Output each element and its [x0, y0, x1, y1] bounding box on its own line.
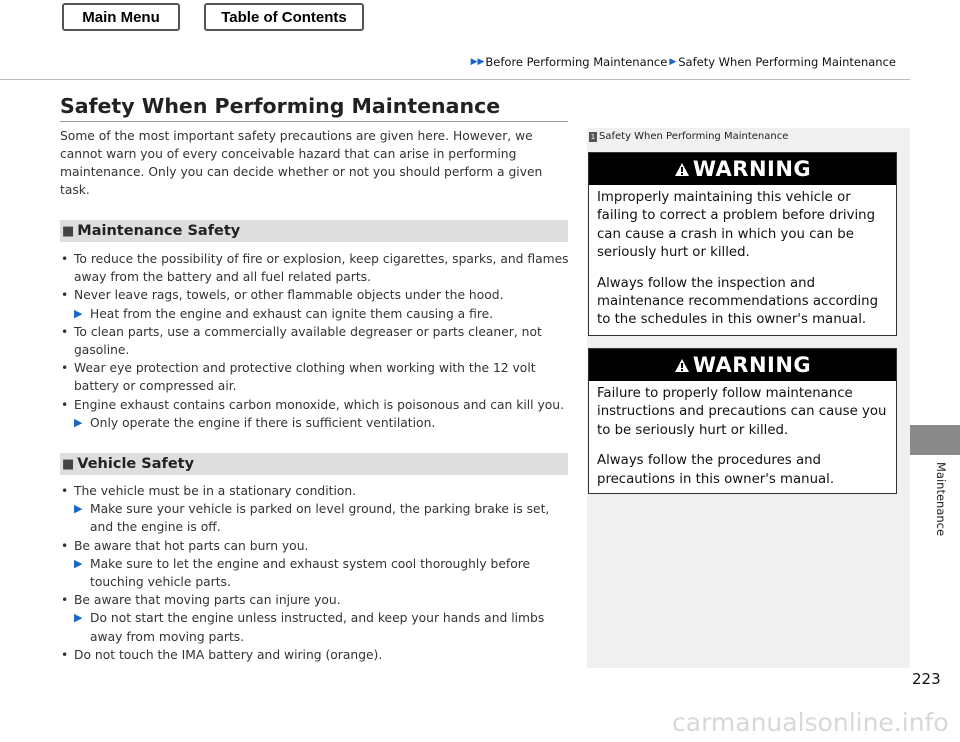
list-item: • Be aware that hot parts can burn you.: [60, 537, 570, 555]
list-subitem: [60, 414, 570, 432]
list-subitem-text: Make sure to let the engine and exhaust system cool thoroughly before touching vehicle parts.: [90, 556, 531, 590]
main-menu-button[interactable]: Main Menu: [62, 3, 180, 31]
sidebar-heading: [589, 131, 788, 142]
square-bullet-icon: ■: [62, 223, 75, 239]
list-item: • Never leave rags, towels, or other flammable objects under the hood.: [60, 286, 570, 304]
arrow-right-icon: ▶: [74, 502, 83, 516]
list-subitem: [60, 500, 570, 536]
breadcrumb-arrow-icon: ▶▶: [470, 57, 485, 67]
warning-header: [589, 153, 896, 185]
maintenance-safety-list: [60, 250, 570, 432]
section-side-label: Maintenance: [934, 462, 948, 537]
intro-paragraph: Some of the most important safety precautions are given here. However, we cannot warn you of every conceivable hazard that can arise in performing maintenance. Only you can decide whether or not you should perform a given task.: [60, 129, 543, 197]
list-item: • Be aware that moving parts can injure you.: [60, 591, 570, 609]
warning-text: Improperly maintaining this vehicle or failing to correct a problem before driving can cause a crash in which you can be seriously hurt or killed.: [597, 190, 876, 261]
list-subitem-text: Do not start the engine unless instructed, and keep your hands and limbs away from moving parts.: [90, 611, 545, 644]
list-item: • To clean parts, use a commercially available degreaser or parts cleaner, not gasoline.: [60, 323, 570, 359]
breadcrumb-arrow-icon: ▶: [669, 57, 677, 67]
list-item: • Engine exhaust contains carbon monoxide, which is poisonous and can kill you.: [60, 396, 570, 414]
warning-label: WARNING: [692, 353, 812, 377]
list-item: • Wear eye protection and protective clothing when working with the 12 volt battery or compressed air.: [60, 359, 570, 395]
arrow-right-icon: ▶: [74, 306, 83, 320]
warning-header: [589, 349, 896, 381]
arrow-right-icon: ▶: [74, 611, 83, 625]
list-subitem: [60, 555, 570, 591]
warning-triangle-icon: [674, 358, 690, 373]
section-tab-marker: [910, 425, 960, 455]
vehicle-safety-list: [60, 482, 570, 664]
breadcrumb-part2: Safety When Performing Maintenance: [678, 55, 896, 69]
warning-text: Failure to properly follow maintenance instructions and precautions can cause you to be seriously hurt or killed.: [597, 386, 887, 438]
list-subitem: [60, 609, 570, 645]
list-subitem: [60, 305, 570, 323]
list-item: • Do not touch the IMA battery and wiring (orange).: [60, 646, 570, 664]
header-divider: [0, 79, 910, 80]
warning-text: Always follow the procedures and precautions in this owner's manual.: [597, 453, 835, 487]
arrow-right-icon: ▶: [74, 556, 83, 570]
page-number: 223: [912, 670, 941, 688]
page-title: Safety When Performing Maintenance: [60, 94, 501, 118]
arrow-right-icon: ▶: [74, 415, 83, 429]
warning-box: [588, 348, 897, 494]
warning-label: WARNING: [692, 157, 812, 181]
sidebar-panel: [587, 128, 910, 668]
breadcrumb-part1[interactable]: Before Performing Maintenance: [485, 55, 668, 69]
list-item: • The vehicle must be in a stationary condition.: [60, 482, 570, 500]
square-bullet-icon: ■: [62, 456, 75, 472]
vehicle-safety-heading-label: Vehicle Safety: [77, 456, 195, 472]
warning-triangle-icon: [674, 162, 690, 177]
sidebar-heading-label: Safety When Performing Maintenance: [599, 131, 789, 142]
breadcrumb: [470, 55, 896, 69]
list-subitem-text: Heat from the engine and exhaust can ignite them causing a fire.: [90, 306, 494, 321]
table-of-contents-button[interactable]: Table of Contents: [204, 3, 364, 31]
note-tag-icon: 1: [590, 132, 596, 141]
list-subitem-text: Make sure your vehicle is parked on level ground, the parking brake is set, and the engine is off.: [90, 502, 550, 535]
list-item: • To reduce the possibility of fire or explosion, keep cigarettes, sparks, and flames away from the battery and all fuel related parts.: [60, 250, 570, 286]
warning-box: [588, 152, 897, 336]
maintenance-safety-heading: [60, 220, 568, 242]
title-divider: [60, 121, 568, 122]
maintenance-safety-heading-label: Maintenance Safety: [77, 223, 241, 239]
vehicle-safety-heading: [60, 453, 568, 475]
list-subitem-text: Only operate the engine if there is sufficient ventilation.: [90, 415, 436, 430]
warning-text: Always follow the inspection and maintenance recommendations according to the schedules in this owner's manual.: [597, 275, 879, 328]
watermark: carmanualsonline.info: [672, 708, 949, 737]
